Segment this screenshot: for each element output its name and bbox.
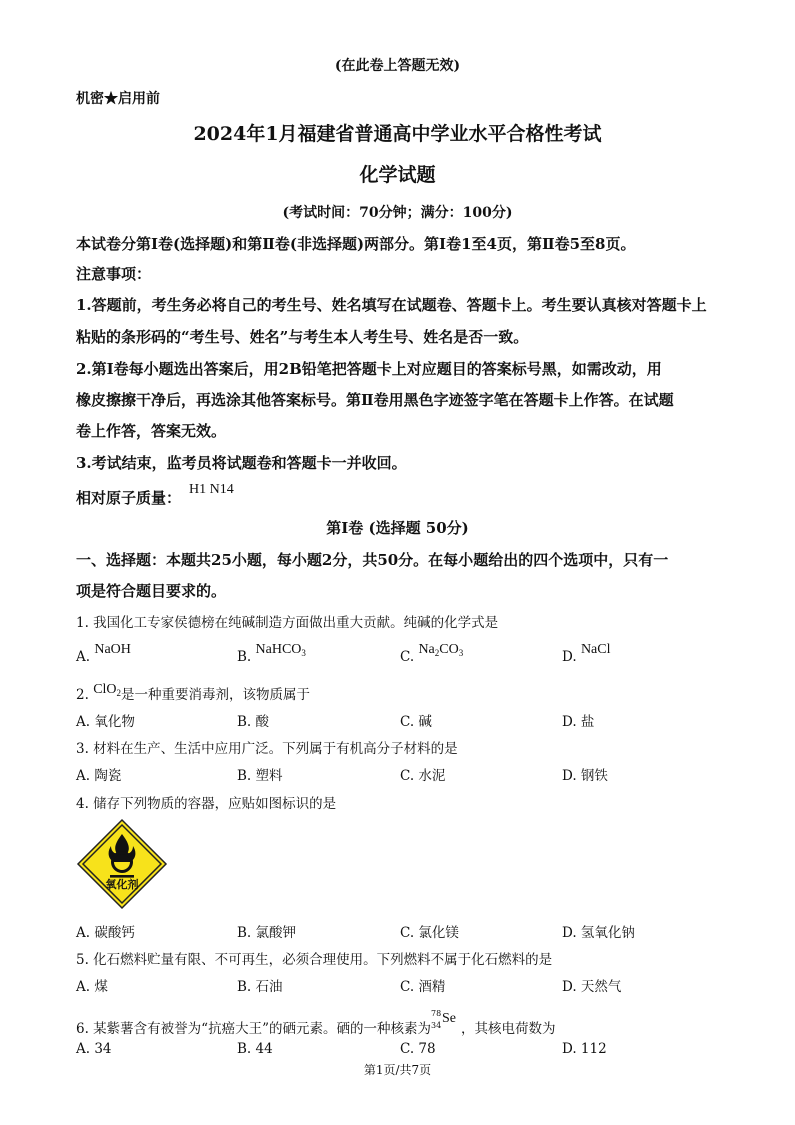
- q2-option-b: B. 酸: [237, 714, 270, 730]
- atomic-mass-label: 相对原子质量：: [76, 489, 182, 507]
- q1-option-d-formula: NaCl: [580, 642, 611, 657]
- q1-option-b-formula: [256, 642, 306, 657]
- exam-title: 2024年1月福建省普通高中学业水平合格性考试: [193, 123, 602, 145]
- q2-stem: [76, 677, 311, 703]
- note-2-line-1: 2.第Ⅰ卷每小题选出答案后，用2B铅笔把答题卡上对应题目的答案标号黑，如需改动，用: [76, 360, 662, 378]
- note-1-line-1: 1.答题前，考生务必将自己的考生号、姓名填写在试题卷、答题卡上。考生要认真核对答题卡上: [76, 296, 707, 314]
- q6-stem: [76, 1009, 556, 1037]
- invalid-notice: (在此卷上答题无效): [334, 58, 461, 74]
- q2-formula-sub: 2: [116, 688, 122, 698]
- notes-heading: 注意事项：: [76, 265, 152, 283]
- page-footer: 第1页/共7页: [363, 1063, 432, 1077]
- q5-option-b: B. 石油: [237, 979, 283, 995]
- q5-stem: 5. 化石燃料贮量有限、不可再生，必须合理使用。下列燃料不属于化石燃料的是: [76, 952, 553, 968]
- q1-option-c-letter: C.: [400, 649, 415, 665]
- q5-option-c: C. 酒精: [400, 979, 446, 995]
- note-1-line-2: 粘贴的条形码的“考生号、姓名”与考生本人考生号、姓名是否一致。: [76, 328, 529, 346]
- q6-option-c: C. 78: [400, 1041, 436, 1057]
- q4-option-d: D. 氢氧化钠: [562, 925, 635, 941]
- q1-c-formula-sub1: 2: [434, 648, 440, 658]
- exam-time-info: (考试时间：70分钟；满分：100分): [282, 205, 513, 221]
- q6-option-d: D. 112: [562, 1041, 607, 1057]
- q3-option-d: D. 钢铁: [562, 768, 608, 784]
- q3-option-a: A. 陶瓷: [76, 768, 122, 784]
- note-2-line-3: 卷上作答，答案无效。: [76, 422, 227, 440]
- q1-c-formula-part2: CO: [439, 642, 459, 657]
- section-1-instruction-line-2: 项是符合题目要求的。: [76, 582, 227, 600]
- q1-option-d-letter: D.: [562, 649, 577, 665]
- q1-option-b-letter: B.: [237, 649, 252, 665]
- q5-option-a: A. 煤: [76, 979, 108, 995]
- q4-stem: 4. 储存下列物质的容器，应贴如图标识的是: [76, 796, 337, 812]
- q3-option-b: B. 塑料: [237, 768, 283, 784]
- subject-title: 化学试题: [359, 164, 436, 186]
- q6-stem-part-2: ，其核电荷数为: [460, 1021, 556, 1037]
- q1-option-a-letter: A.: [76, 649, 91, 665]
- nuclide-atomic-number: 34: [430, 1021, 442, 1030]
- q6-stem-part-1: 6. 某紫薯含有被誉为“抗癌大王”的硒元素。硒的一种核素为: [76, 1021, 431, 1037]
- note-2-line-2: 橡皮擦擦干净后，再选涂其他答案标号。第Ⅱ卷用黑色字迹签字笔在答题卡上作答。在试题: [76, 391, 674, 409]
- q2-stem-text: 是一种重要消毒剂，该物质属于: [121, 687, 311, 703]
- q2-option-c: C. 碱: [400, 714, 432, 730]
- selenium-nuclide: [430, 1009, 461, 1035]
- nuclide-symbol: Se: [441, 1011, 456, 1026]
- q2-option-d: D. 盐: [562, 714, 595, 730]
- q1-option-c-formula: [418, 642, 463, 657]
- atomic-mass-values: H1 N14: [189, 482, 234, 497]
- q1-c-formula-part1: Na: [418, 642, 435, 657]
- q1-option-b: [237, 641, 306, 665]
- q2-option-a: A. 氧化物: [76, 714, 135, 730]
- oxidizer-hazard-sign: [76, 818, 168, 910]
- note-3: 3.考试结束，监考员将试题卷和答题卡一并收回。: [76, 454, 407, 472]
- q6-option-a: A. 34: [76, 1041, 112, 1057]
- q6-option-b: B. 44: [237, 1041, 273, 1057]
- section-1-title: 第Ⅰ卷 (选择题 50分): [326, 519, 469, 537]
- oxidizer-sign-label: 氧化剂: [105, 878, 139, 891]
- q1-option-c: [400, 641, 464, 665]
- q1-option-d: [562, 641, 611, 665]
- q3-option-c: C. 水泥: [400, 768, 446, 784]
- q1-b-formula-main: NaHCO: [255, 642, 302, 657]
- q1-stem: 1. 我国化工专家侯德榜在纯碱制造方面做出重大贡献。纯碱的化学式是: [76, 615, 499, 631]
- q4-option-b: B. 氯酸钾: [237, 925, 297, 941]
- q2-formula-main: ClO: [93, 682, 117, 697]
- section-1-instruction-line-1: 一、选择题：本题共25小题，每小题2分，共50分。在每小题给出的四个选项中，只有一: [76, 551, 669, 569]
- q4-option-c: C. 氯化镁: [400, 925, 459, 941]
- q1-option-a-formula: NaOH: [94, 642, 131, 657]
- q1-b-formula-sub: 3: [301, 648, 306, 658]
- q3-stem: 3. 材料在生产、生活中应用广泛。下列属于有机高分子材料的是: [76, 741, 458, 757]
- q2-formula: [93, 682, 121, 697]
- q2-number: 2.: [76, 687, 89, 703]
- intro-text: 本试卷分第Ⅰ卷(选择题)和第Ⅱ卷(非选择题)两部分。第Ⅰ卷1至4页，第Ⅱ卷5至8页。: [76, 235, 636, 253]
- secret-label: 机密★启用前: [76, 91, 160, 107]
- q4-option-a: A. 碳酸钙: [76, 925, 135, 941]
- q1-option-a: [76, 641, 131, 665]
- q5-option-d: D. 天然气: [562, 979, 622, 995]
- q1-c-formula-sub2: 3: [458, 648, 464, 658]
- oxidizer-flame-icon: [76, 818, 168, 910]
- nuclide-mass-number: 78: [430, 1009, 442, 1018]
